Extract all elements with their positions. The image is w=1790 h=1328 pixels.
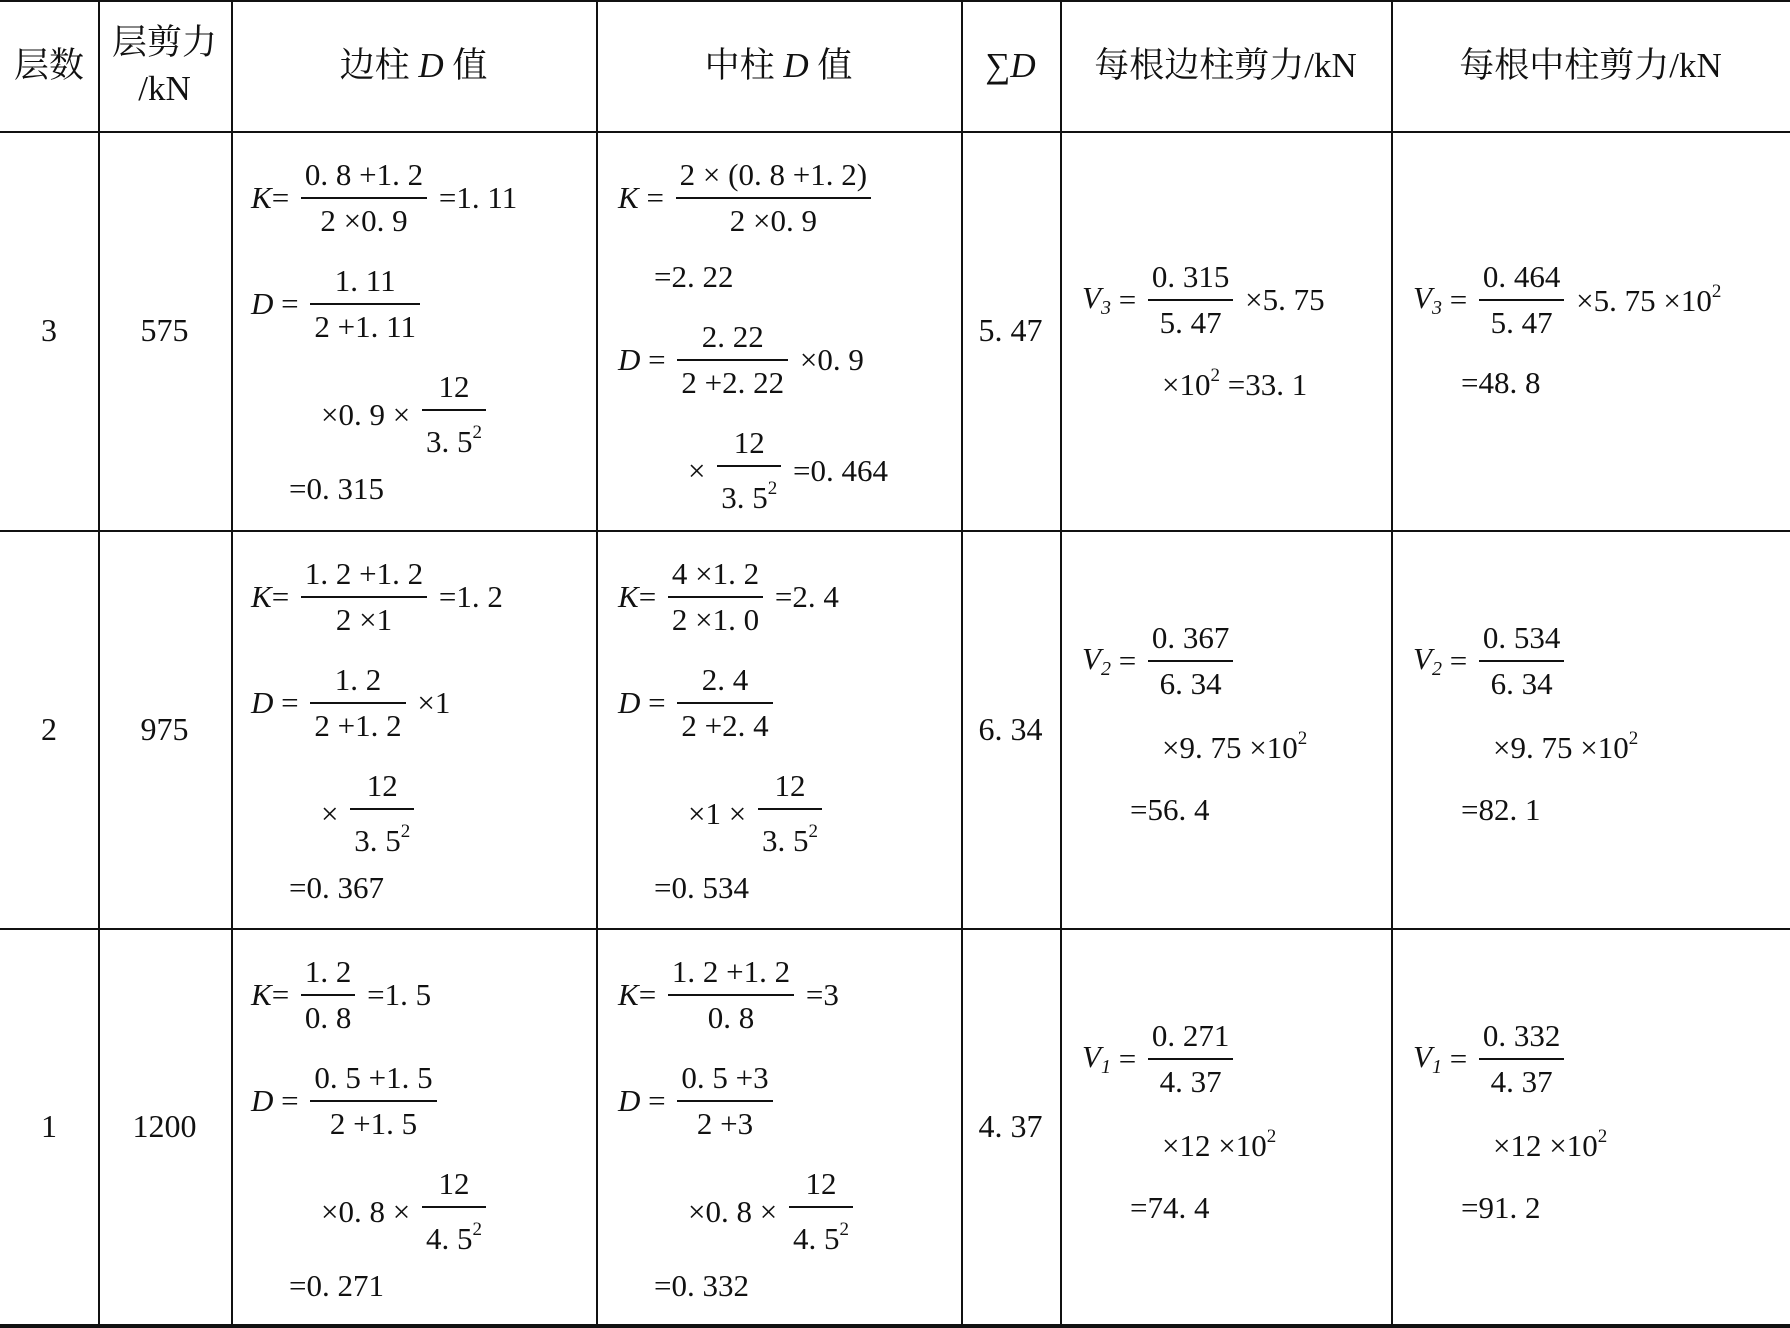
v-denominator: 6. 34 — [1490, 666, 1553, 701]
floor-value: 2 — [41, 710, 57, 747]
eq: = — [273, 1083, 299, 1118]
d-fraction — [310, 259, 420, 349]
stiffness-exp: 2 — [400, 821, 411, 842]
d-result-text: =0. 464 — [792, 452, 888, 488]
k-var: K — [618, 977, 639, 1012]
v-power: ×9. 75 ×10 — [1162, 730, 1298, 765]
v-numerator: 0. 271 — [1148, 1014, 1234, 1060]
v-result-text: =74. 4 — [1130, 1190, 1210, 1225]
v-numerator: 0. 464 — [1479, 255, 1565, 301]
v-multiplier-line — [1493, 728, 1638, 766]
v-power: ×9. 75 ×10 — [1493, 730, 1629, 765]
d-result — [289, 1268, 384, 1304]
d-denominator: 2 +2. 4 — [681, 708, 769, 743]
v-letter: V — [1413, 280, 1432, 315]
side-column-d-cell — [231, 530, 596, 928]
stiffness-numerator: 12 — [789, 1162, 853, 1208]
d-formula — [251, 658, 450, 748]
k-result: =1. 11 — [438, 180, 518, 215]
k-denominator: 2 ×0. 9 — [729, 203, 817, 238]
v-power: ×12 ×10 — [1493, 1128, 1598, 1163]
v-result — [1130, 1190, 1209, 1226]
v-letter: V — [1082, 641, 1101, 676]
eq: = — [1110, 1041, 1137, 1076]
k-fraction — [301, 552, 427, 642]
d-fraction — [677, 658, 772, 748]
d-formula — [618, 315, 864, 405]
v-formula — [1413, 616, 1568, 706]
stiffness-exp: 2 — [808, 821, 818, 842]
v-fraction — [1479, 616, 1565, 706]
k-fraction — [668, 950, 794, 1040]
k-var: K — [251, 180, 272, 215]
v-multiplier-line — [1493, 1126, 1607, 1164]
story-shear-cell — [98, 530, 231, 928]
d-multiplier-line — [688, 764, 826, 863]
d-numerator: 2. 4 — [677, 658, 772, 704]
d-result — [289, 471, 384, 507]
stiffness-denominator — [789, 1208, 853, 1261]
v-letter: V — [1413, 641, 1432, 676]
d-multiplier-line — [688, 1162, 857, 1261]
k-denominator: 2 ×0. 9 — [320, 203, 408, 238]
d-var: D — [618, 342, 641, 377]
d-numerator: 1. 11 — [310, 259, 420, 305]
eq: = — [640, 1083, 666, 1118]
v-result-text: =91. 2 — [1461, 1190, 1541, 1225]
v-fraction — [1479, 1014, 1565, 1104]
floor-cell — [0, 530, 98, 928]
stiffness-exp: 2 — [767, 478, 778, 499]
stiffness-denominator — [422, 411, 486, 464]
d-formula — [618, 658, 777, 748]
header-sum-d — [961, 0, 1060, 131]
k-formula — [251, 552, 503, 642]
sum-d-cell — [961, 131, 1060, 530]
header-middle-column-shear — [1391, 0, 1790, 131]
header-side-var: D — [418, 45, 444, 85]
multiplier-text: ×0. 8 × — [321, 1193, 411, 1229]
v-multiplier-line — [1162, 728, 1307, 766]
floor-cell — [0, 928, 98, 1324]
v-formula — [1413, 255, 1721, 345]
k-result-text: =2. 22 — [654, 259, 734, 294]
table-bottom-border — [0, 1324, 1790, 1328]
v-result — [1130, 792, 1209, 828]
eq: = — [1441, 282, 1468, 317]
sum-d-value: 4. 37 — [978, 1107, 1043, 1144]
k-formula — [618, 552, 839, 642]
k-numerator: 1. 2 +1. 2 — [668, 950, 794, 996]
header-story-shear-text: 层剪力 — [111, 22, 217, 62]
d-result-text: =0. 271 — [289, 1268, 384, 1303]
d-result — [654, 870, 749, 906]
eq: = — [273, 286, 299, 321]
k-denominator: 2 ×1 — [335, 602, 393, 637]
v-subscript: 3 — [1100, 297, 1111, 319]
header-floor-text: 层数 — [13, 45, 84, 85]
sum-d-cell — [961, 530, 1060, 928]
v-fraction — [1148, 1014, 1234, 1104]
d-multiplier-line — [688, 421, 888, 520]
eq: = — [638, 180, 664, 215]
d-var: D — [618, 1083, 641, 1118]
v-denominator: 4. 37 — [1159, 1064, 1222, 1099]
stiffness-fraction — [758, 764, 822, 863]
d-result — [289, 870, 384, 906]
k-formula — [618, 153, 875, 243]
d-denominator: 2 +2. 22 — [681, 365, 785, 400]
middle-column-d-cell — [596, 131, 961, 530]
k-result: =1. 2 — [438, 579, 503, 614]
d-denominator: 2 +1. 11 — [314, 309, 416, 344]
k-numerator: 2 × (0. 8 +1. 2) — [676, 153, 871, 199]
k-var: K — [251, 977, 272, 1012]
v-exp: 2 — [1628, 728, 1639, 749]
stiffness-base: 4. 5 — [792, 1221, 840, 1256]
multiplier-text: × — [321, 795, 339, 831]
header-story-shear — [98, 0, 231, 131]
sum-d-value: 6. 34 — [978, 710, 1043, 747]
stiffness-denominator — [717, 467, 781, 520]
v-result — [1461, 1190, 1540, 1226]
d-numerator: 0. 5 +1. 5 — [310, 1056, 436, 1102]
side-column-d-cell — [231, 131, 596, 530]
eq: = — [1110, 282, 1137, 317]
v-subscript: 3 — [1431, 297, 1442, 319]
d-formula — [251, 1056, 441, 1146]
side-column-shear-cell — [1060, 131, 1391, 530]
middle-column-d-cell — [596, 928, 961, 1324]
sum-d-cell — [961, 928, 1060, 1324]
v-result — [1461, 365, 1540, 401]
middle-column-shear-cell — [1391, 131, 1790, 530]
k-fraction — [668, 552, 763, 642]
header-story-shear-unit: /kN — [138, 68, 191, 108]
k-result: =1. 5 — [367, 977, 432, 1012]
side-column-shear-cell — [1060, 530, 1391, 928]
header-side-shear-text: 每根边柱剪力/kN — [1094, 45, 1357, 85]
v-var — [1413, 641, 1442, 681]
side-column-d-cell — [231, 928, 596, 1324]
v-power: ×10 — [1162, 367, 1211, 402]
d-multiplier: ×1 — [417, 685, 451, 720]
eq: = — [640, 685, 666, 720]
k-result: =3 — [805, 977, 839, 1012]
k-var: K — [251, 579, 272, 614]
story-shear-cell — [98, 131, 231, 530]
d-fraction — [310, 1056, 436, 1146]
stiffness-base: 3. 5 — [761, 823, 809, 858]
header-mid-shear-text: 每根中柱剪力/kN — [1459, 45, 1722, 85]
d-fraction — [677, 315, 788, 405]
stiffness-exp: 2 — [839, 1219, 849, 1240]
eq: = — [638, 977, 657, 1012]
v-denominator: 6. 34 — [1159, 666, 1222, 701]
stiffness-base: 3. 5 — [721, 480, 768, 515]
stiffness-base: 3. 5 — [425, 424, 473, 459]
v-result — [1461, 792, 1540, 828]
v-formula — [1082, 1014, 1237, 1104]
k-fraction — [676, 153, 871, 243]
eq: = — [1110, 643, 1137, 678]
middle-column-d-cell — [596, 530, 961, 928]
v-result-text: =48. 8 — [1461, 365, 1541, 400]
header-mid-text: 中柱 — [704, 45, 784, 85]
v-result-text: =33. 1 — [1227, 367, 1308, 402]
v-formula — [1082, 616, 1237, 706]
v-denominator: 5. 47 — [1490, 305, 1553, 340]
d-formula — [251, 259, 424, 349]
middle-column-shear-cell — [1391, 928, 1790, 1324]
stiffness-exp: 2 — [472, 422, 482, 443]
v-fraction — [1148, 616, 1234, 706]
v-exp: 2 — [1597, 1126, 1608, 1147]
stiffness-numerator: 12 — [717, 421, 781, 467]
d-multiplier-line — [321, 1162, 490, 1261]
k-numerator: 4 ×1. 2 — [668, 552, 763, 598]
v-var — [1413, 280, 1442, 320]
v-var — [1082, 1039, 1111, 1079]
k-numerator: 1. 2 +1. 2 — [301, 552, 427, 598]
stiffness-numerator: 12 — [422, 1162, 486, 1208]
sum-symbol: ∑ — [985, 45, 1011, 85]
v-result-text: =56. 4 — [1130, 792, 1210, 827]
multiplier-text: ×0. 8 × — [688, 1193, 778, 1229]
d-multiplier-line — [321, 764, 418, 863]
v-result-text: =82. 1 — [1461, 792, 1541, 827]
stiffness-fraction — [350, 764, 414, 863]
header-middle-column-d — [596, 0, 961, 131]
k-result — [654, 259, 733, 295]
v-multiplier: ×5. 75 — [1245, 282, 1325, 317]
floor-value: 1 — [41, 1107, 57, 1144]
v-power: ×5. 75 ×10 — [1576, 283, 1712, 318]
story-shear-value: 975 — [140, 710, 189, 747]
stiffness-fraction — [717, 421, 781, 520]
d-result-text: =0. 367 — [289, 870, 384, 905]
k-numerator: 1. 2 — [301, 950, 356, 996]
header-side-text: 边柱 — [339, 45, 419, 85]
stiffness-base: 3. 5 — [354, 823, 401, 858]
d-numerator: 1. 2 — [310, 658, 405, 704]
d-numerator: 2. 22 — [677, 315, 788, 361]
eq: = — [273, 685, 299, 720]
v-fraction — [1148, 255, 1234, 345]
story-shear-cell — [98, 928, 231, 1324]
eq: = — [271, 579, 290, 614]
stiffness-base: 4. 5 — [425, 1221, 473, 1256]
sum-var: D — [1010, 45, 1036, 85]
d-numerator: 0. 5 +3 — [677, 1056, 772, 1102]
k-formula — [618, 950, 839, 1040]
side-column-shear-cell — [1060, 928, 1391, 1324]
v-exp: 2 — [1266, 1126, 1277, 1147]
k-fraction — [301, 153, 427, 243]
story-shear-value: 1200 — [132, 1107, 197, 1144]
middle-column-shear-cell — [1391, 530, 1790, 928]
stiffness-fraction — [422, 365, 486, 464]
k-denominator: 0. 8 — [707, 1000, 755, 1035]
v-denominator: 4. 37 — [1490, 1064, 1553, 1099]
v-result — [1162, 365, 1307, 403]
v-subscript: 2 — [1100, 658, 1111, 680]
v-var — [1082, 641, 1111, 681]
d-fraction — [677, 1056, 772, 1146]
d-multiplier — [321, 365, 490, 464]
d-denominator: 2 +3 — [696, 1106, 754, 1141]
floor-cell — [0, 131, 98, 530]
k-denominator: 0. 8 — [304, 1000, 352, 1035]
stiffness-denominator — [758, 810, 822, 863]
header-side-column-d — [231, 0, 596, 131]
v-exp: 2 — [1711, 281, 1722, 302]
v-power: ×12 ×10 — [1162, 1128, 1267, 1163]
header-side-suffix: 值 — [443, 45, 488, 85]
d-var: D — [251, 286, 274, 321]
floor-value: 3 — [41, 312, 57, 348]
d-denominator: 2 +1. 2 — [314, 708, 402, 743]
k-formula — [251, 153, 517, 243]
stiffness-numerator: 12 — [350, 764, 414, 810]
v-fraction — [1479, 255, 1565, 345]
eq: = — [271, 180, 290, 215]
k-var: K — [618, 579, 639, 614]
stiffness-numerator: 12 — [758, 764, 822, 810]
v-letter: V — [1082, 1039, 1101, 1074]
eq: = — [1441, 643, 1468, 678]
v-letter: V — [1413, 1039, 1432, 1074]
header-mid-suffix: 值 — [808, 45, 853, 85]
story-shear-value: 575 — [140, 312, 189, 348]
d-var: D — [251, 685, 274, 720]
k-result: =2. 4 — [774, 579, 839, 614]
k-numerator: 0. 8 +1. 2 — [301, 153, 427, 199]
v-numerator: 0. 367 — [1148, 616, 1234, 662]
multiplier-text: × — [688, 452, 706, 488]
sum-d-value: 5. 47 — [978, 312, 1043, 348]
v-numerator: 0. 332 — [1479, 1014, 1565, 1060]
v-var — [1082, 280, 1111, 320]
v-subscript: 1 — [1100, 1056, 1111, 1078]
v-subscript: 2 — [1431, 658, 1442, 680]
stiffness-fraction — [422, 1162, 486, 1261]
d-result-text: =0. 534 — [654, 870, 749, 905]
k-fraction — [301, 950, 356, 1040]
v-numerator: 0. 315 — [1148, 255, 1234, 301]
multiplier-text: ×0. 9 × — [321, 396, 411, 432]
v-letter: V — [1082, 280, 1101, 315]
v-subscript: 1 — [1431, 1056, 1442, 1078]
v-formula — [1082, 255, 1325, 345]
stiffness-denominator — [422, 1208, 486, 1261]
d-fraction — [310, 658, 405, 748]
eq: = — [271, 977, 290, 1012]
v-multiplier — [1576, 281, 1721, 319]
stiffness-exp: 2 — [472, 1219, 482, 1240]
v-denominator: 5. 47 — [1159, 305, 1222, 340]
header-side-column-shear — [1060, 0, 1391, 131]
v-exp: 2 — [1297, 728, 1308, 749]
k-denominator: 2 ×1. 0 — [671, 602, 760, 637]
stiffness-numerator: 12 — [422, 365, 486, 411]
header-mid-var: D — [783, 45, 809, 85]
k-formula — [251, 950, 431, 1040]
d-result-text: =0. 332 — [654, 1268, 749, 1303]
d-var: D — [251, 1083, 274, 1118]
stiffness-denominator — [350, 810, 414, 863]
v-numerator: 0. 534 — [1479, 616, 1565, 662]
eq: = — [1441, 1041, 1468, 1076]
eq: = — [640, 342, 666, 377]
v-exp: 2 — [1210, 365, 1220, 386]
header-floor — [0, 0, 98, 131]
multiplier-text: ×1 × — [688, 795, 747, 831]
v-var — [1413, 1039, 1442, 1079]
v-multiplier-line — [1162, 1126, 1276, 1164]
d-var: D — [618, 685, 641, 720]
k-var: K — [618, 180, 639, 215]
d-denominator: 2 +1. 5 — [329, 1106, 418, 1141]
d-result — [654, 1268, 749, 1304]
eq: = — [638, 579, 657, 614]
d-formula — [618, 1056, 777, 1146]
d-multiplier: ×0. 9 — [799, 342, 864, 377]
d-result-text: =0. 315 — [289, 471, 384, 506]
v-formula — [1413, 1014, 1568, 1104]
stiffness-fraction — [789, 1162, 853, 1261]
